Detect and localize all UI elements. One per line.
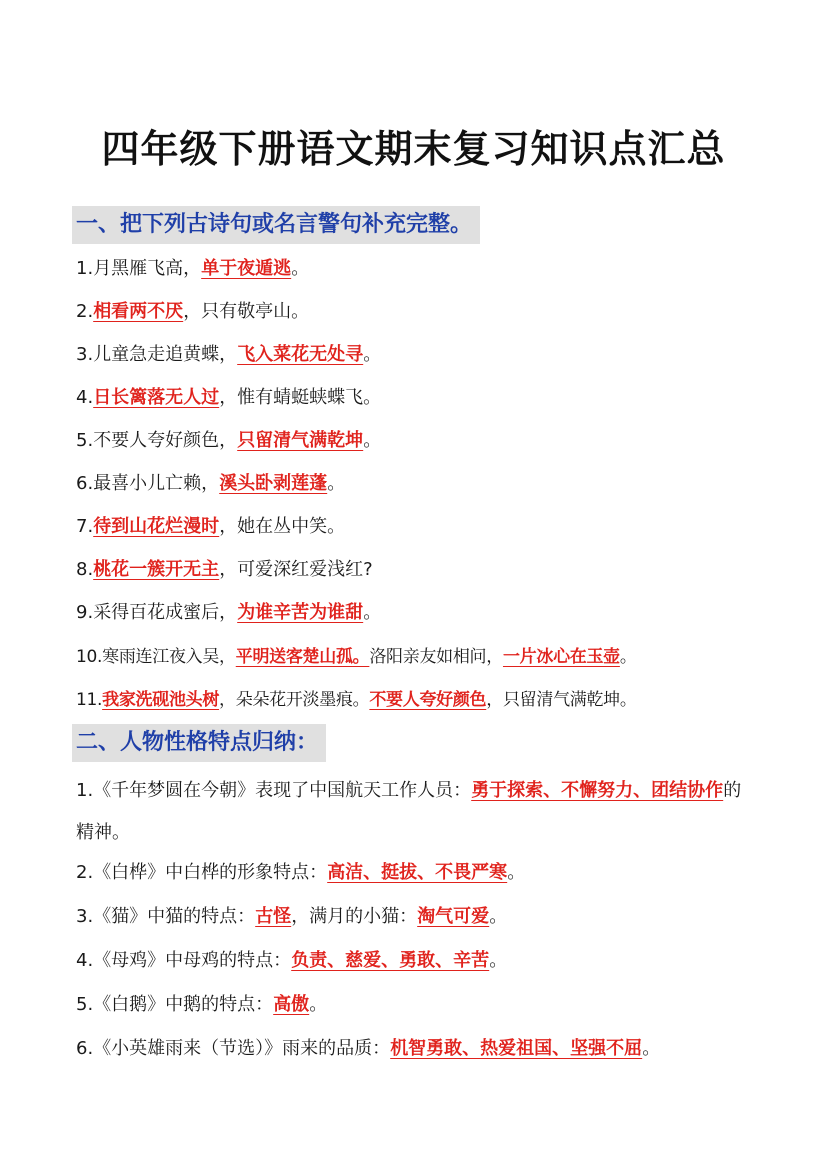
answer-text: 高傲 <box>273 994 310 1015</box>
character-item-1 <box>76 770 756 854</box>
item-text: ，可爱深红爱浅红? <box>219 559 373 580</box>
answer-text: 机智勇敢、热爱祖国、坚强不屈 <box>390 1038 643 1059</box>
item-number: 6. <box>76 473 94 494</box>
item-number: 1. <box>76 780 94 801</box>
character-item-6 <box>76 1036 660 1062</box>
item-text: 。 <box>309 994 328 1015</box>
item-text: 《白鹅》中鹅的特点： <box>93 994 274 1015</box>
character-item-3 <box>76 904 507 930</box>
answer-text: 日长篱落无人过 <box>93 387 220 408</box>
item-number: 8. <box>76 559 94 580</box>
item-text: ，惟有蜻蜓蛱蝶飞。 <box>219 387 382 408</box>
item-text: 。 <box>327 473 346 494</box>
item-text: 最喜小儿亡赖， <box>93 473 220 494</box>
character-item-4 <box>76 948 507 974</box>
character-item-5 <box>76 992 327 1018</box>
item-text: 不要人夸好颜色， <box>93 430 238 451</box>
answer-text: 平明送客楚山孤。 <box>235 647 370 667</box>
answer-text: 相看两不厌 <box>93 301 184 322</box>
item-number: 2. <box>76 862 94 883</box>
item-number: 2. <box>76 301 94 322</box>
item-number: 11. <box>76 690 103 710</box>
item-text: ，朵朵花开淡墨痕。 <box>219 690 370 710</box>
answer-text: 淘气可爱 <box>417 906 490 927</box>
item-number: 1. <box>76 258 94 279</box>
section-1-heading: 一、把下列古诗句或名言警句补充完整。 <box>72 206 480 244</box>
section-2-heading: 二、人物性格特点归纳： <box>72 724 326 762</box>
item-text: 。 <box>489 950 508 971</box>
item-text: 《猫》中猫的特点： <box>93 906 256 927</box>
answer-text: 勇于探索、不懈努力、团结协作 <box>471 780 724 801</box>
poem-item-1 <box>76 256 309 282</box>
item-text: 。 <box>642 1038 661 1059</box>
poem-item-2 <box>76 299 309 325</box>
item-text: ，满月的小猫： <box>291 906 418 927</box>
poem-item-5 <box>76 428 381 454</box>
page-title: 四年级下册语文期末复习知识点汇总 <box>101 127 726 171</box>
poem-item-8 <box>76 557 373 583</box>
item-text: 洛阳亲友如相问， <box>369 647 503 667</box>
answer-text: 高洁、挺拔、不畏严寒 <box>327 862 508 883</box>
item-text: 儿童急走追黄蝶， <box>93 344 238 365</box>
item-number: 7. <box>76 516 94 537</box>
item-number: 9. <box>76 602 94 623</box>
answer-text: 一片冰心在玉壶 <box>502 647 620 667</box>
item-text: 《小英雄雨来（节选）》雨来的品质： <box>93 1038 391 1059</box>
item-text: 。 <box>619 647 637 667</box>
answer-text: 古怪 <box>255 906 292 927</box>
answer-text: 只留清气满乾坤 <box>237 430 364 451</box>
answer-text: 不要人夸好颜色 <box>369 690 487 710</box>
item-text: 《母鸡》中母鸡的特点： <box>93 950 292 971</box>
item-number: 3. <box>76 906 94 927</box>
item-text: 。 <box>363 430 382 451</box>
answer-text: 为谁辛苦为谁甜 <box>237 602 364 623</box>
item-number: 5. <box>76 430 94 451</box>
item-number: 10. <box>76 647 103 667</box>
item-text: 采得百花成蜜后， <box>93 602 238 623</box>
answer-text: 桃花一簇开无主 <box>93 559 220 580</box>
poem-item-6 <box>76 471 345 497</box>
answer-text: 飞入菜花无处寻 <box>237 344 364 365</box>
item-text: ，只留清气满乾坤。 <box>486 690 637 710</box>
answer-text: 单于夜遁逃 <box>201 258 292 279</box>
item-text: 。 <box>363 602 382 623</box>
poem-item-11 <box>76 687 637 713</box>
answer-text: 溪头卧剥莲蓬 <box>219 473 328 494</box>
item-text: 的精神。 <box>76 780 742 843</box>
item-text: 《白桦》中白桦的形象特点： <box>93 862 328 883</box>
answer-text: 待到山花烂漫时 <box>93 516 220 537</box>
item-text: 寒雨连江夜入吴， <box>102 647 236 667</box>
item-text: ，她在丛中笑。 <box>219 516 346 537</box>
item-number: 5. <box>76 994 94 1015</box>
poem-item-3 <box>76 342 381 368</box>
item-text: ，只有敬亭山。 <box>183 301 310 322</box>
item-text: 。 <box>507 862 526 883</box>
item-text: 。 <box>291 258 310 279</box>
poem-item-4 <box>76 385 381 411</box>
item-number: 3. <box>76 344 94 365</box>
poem-item-7 <box>76 514 345 540</box>
character-item-2 <box>76 860 525 886</box>
poem-item-10 <box>76 644 637 670</box>
item-text: 《千年梦圆在今朝》表现了中国航天工作人员： <box>93 780 472 801</box>
item-number: 4. <box>76 387 94 408</box>
item-text: 。 <box>489 906 508 927</box>
poem-item-9 <box>76 600 381 626</box>
item-number: 6. <box>76 1038 94 1059</box>
item-text: 月黑雁飞高， <box>93 258 202 279</box>
item-text: 。 <box>363 344 382 365</box>
item-number: 4. <box>76 950 94 971</box>
answer-text: 我家洗砚池头树 <box>102 690 220 710</box>
answer-text: 负责、慈爱、勇敢、辛苦 <box>291 950 490 971</box>
